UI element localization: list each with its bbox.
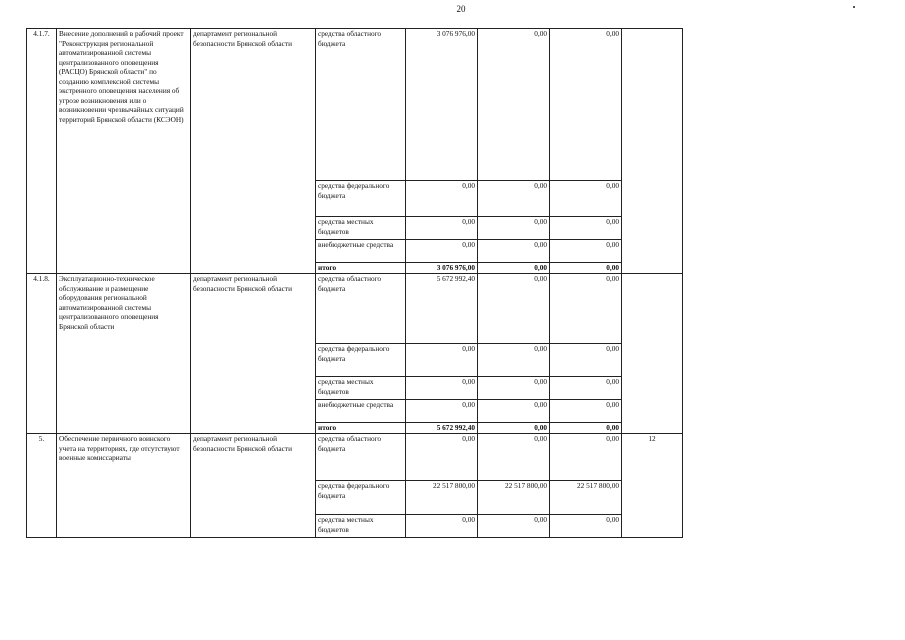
amount-cell: 0,00 bbox=[550, 400, 622, 423]
funding-source: внебюджетные средства bbox=[316, 240, 406, 263]
budget-table bbox=[26, 28, 683, 538]
item-executor: департамент региональной безопасности Брянской области bbox=[191, 434, 316, 538]
amount-cell: 0,00 bbox=[478, 423, 550, 434]
amount-cell: 0,00 bbox=[550, 423, 622, 434]
funding-source: итого bbox=[316, 263, 406, 274]
amount-cell: 5 672 992,40 bbox=[406, 423, 478, 434]
amount-cell: 0,00 bbox=[550, 377, 622, 400]
funding-source: средства областного бюджета bbox=[316, 274, 406, 344]
funding-source: внебюджетные средства bbox=[316, 400, 406, 423]
funding-source: итого bbox=[316, 423, 406, 434]
amount-cell: 0,00 bbox=[478, 274, 550, 344]
amount-cell: 0,00 bbox=[478, 400, 550, 423]
amount-cell: 0,00 bbox=[478, 515, 550, 538]
amount-cell: 22 517 800,00 bbox=[550, 481, 622, 515]
amount-cell: 0,00 bbox=[406, 240, 478, 263]
amount-cell: 0,00 bbox=[550, 181, 622, 217]
amount-cell: 0,00 bbox=[550, 240, 622, 263]
amount-cell: 0,00 bbox=[478, 29, 550, 181]
funding-source: средства местных бюджетов bbox=[316, 377, 406, 400]
funding-source: средства областного бюджета bbox=[316, 29, 406, 181]
item-number: 4.1.7. bbox=[27, 29, 57, 274]
scan-speck bbox=[853, 6, 855, 8]
item-number: 4.1.8. bbox=[27, 274, 57, 434]
amount-cell: 0,00 bbox=[550, 274, 622, 344]
amount-cell: 0,00 bbox=[406, 377, 478, 400]
amount-cell: 0,00 bbox=[478, 434, 550, 481]
funding-source: средства федерального бюджета bbox=[316, 344, 406, 377]
table-row bbox=[27, 434, 683, 481]
item-title: Эксплуатационно-техническое обслуживание и размещение оборудования региональной автоматизированной системы централизованного оповещения Брянской области bbox=[57, 274, 191, 434]
amount-cell: 0,00 bbox=[550, 29, 622, 181]
amount-cell: 0,00 bbox=[550, 515, 622, 538]
amount-cell: 0,00 bbox=[478, 377, 550, 400]
amount-cell: 0,00 bbox=[478, 344, 550, 377]
item-executor: департамент региональной безопасности Брянской области bbox=[191, 29, 316, 274]
funding-source: средства местных бюджетов bbox=[316, 217, 406, 240]
amount-cell: 3 076 976,00 bbox=[406, 263, 478, 274]
table-row bbox=[27, 274, 683, 344]
amount-cell: 0,00 bbox=[550, 263, 622, 274]
page-number: 20 bbox=[456, 4, 466, 14]
funding-source: средства областного бюджета bbox=[316, 434, 406, 481]
amount-cell: 0,00 bbox=[406, 434, 478, 481]
amount-cell: 0,00 bbox=[550, 217, 622, 240]
table-row bbox=[27, 29, 683, 181]
indicator-cell bbox=[622, 274, 683, 434]
amount-cell: 0,00 bbox=[478, 263, 550, 274]
amount-cell: 0,00 bbox=[550, 344, 622, 377]
indicator-cell bbox=[622, 29, 683, 274]
amount-cell: 0,00 bbox=[478, 240, 550, 263]
funding-source: средства федерального бюджета bbox=[316, 481, 406, 515]
funding-source: средства местных бюджетов bbox=[316, 515, 406, 538]
funding-source: средства федерального бюджета bbox=[316, 181, 406, 217]
indicator-cell: 12 bbox=[622, 434, 683, 538]
amount-cell: 0,00 bbox=[550, 434, 622, 481]
amount-cell: 0,00 bbox=[478, 217, 550, 240]
item-title: Обеспечение первичного воинского учета на территориях, где отсутствуют военные комиссариаты bbox=[57, 434, 191, 538]
amount-cell: 3 076 976,00 bbox=[406, 29, 478, 181]
item-title: Внесение дополнений в рабочий проект "Реконструкция региональной автоматизированной системы централизованного оповещения (РАСЦО) Брянской области" по созданию комплексной системы экстренного оповещения населения об угрозе возникновения или о возникновении чрезвычайных ситуаций территорий Брянской области (КСЭОН) bbox=[57, 29, 191, 274]
amount-cell: 0,00 bbox=[406, 181, 478, 217]
amount-cell: 22 517 800,00 bbox=[406, 481, 478, 515]
item-number: 5. bbox=[27, 434, 57, 538]
amount-cell: 0,00 bbox=[478, 181, 550, 217]
amount-cell: 0,00 bbox=[406, 515, 478, 538]
amount-cell: 0,00 bbox=[406, 344, 478, 377]
amount-cell: 5 672 992,40 bbox=[406, 274, 478, 344]
item-executor: департамент региональной безопасности Брянской области bbox=[191, 274, 316, 434]
amount-cell: 0,00 bbox=[406, 400, 478, 423]
amount-cell: 0,00 bbox=[406, 217, 478, 240]
amount-cell: 22 517 800,00 bbox=[478, 481, 550, 515]
